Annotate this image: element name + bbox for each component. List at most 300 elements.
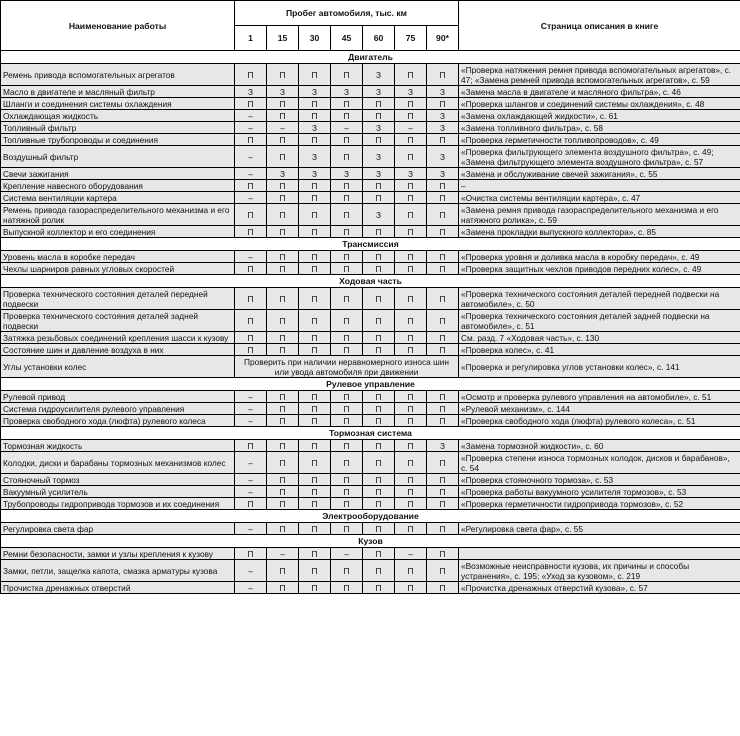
interval-value-cell: П: [363, 310, 395, 332]
table-row: [1, 548, 740, 560]
interval-value-cell: П: [427, 403, 459, 415]
interval-value-cell: П: [267, 110, 299, 122]
interval-value-cell: П: [363, 288, 395, 310]
interval-value-cell: П: [395, 64, 427, 86]
schedule-body: [1, 51, 740, 594]
section-title: Кузов: [1, 535, 740, 548]
work-name-cell: Регулировка света фар: [1, 523, 235, 535]
interval-value-cell: П: [299, 560, 331, 582]
interval-value-cell: П: [395, 560, 427, 582]
table-row: [1, 86, 740, 98]
table-row: [1, 344, 740, 356]
interval-value-cell: П: [299, 226, 331, 238]
page-reference-cell: [459, 548, 740, 560]
interval-value-cell: З: [267, 168, 299, 180]
interval-value-cell: П: [427, 263, 459, 275]
interval-value-cell: П: [363, 251, 395, 263]
table-row: [1, 204, 740, 226]
interval-value-cell: П: [267, 226, 299, 238]
interval-value-cell: П: [331, 180, 363, 192]
interval-value-cell: П: [267, 523, 299, 535]
interval-value-cell: П: [331, 192, 363, 204]
table-row: [1, 582, 740, 594]
mileage-column-header: 75: [395, 26, 427, 51]
inspection-note-cell: Проверить при наличии неравномерного износа шин или увода автомобиля при движении: [235, 356, 459, 378]
interval-value-cell: З: [395, 86, 427, 98]
interval-value-cell: П: [267, 486, 299, 498]
interval-value-cell: –: [235, 122, 267, 134]
interval-value-cell: –: [235, 523, 267, 535]
interval-value-cell: П: [267, 332, 299, 344]
interval-value-cell: П: [299, 110, 331, 122]
interval-value-cell: –: [235, 403, 267, 415]
page-reference-cell: «Замена прокладки выпускного коллектора», с. 85: [459, 226, 740, 238]
interval-value-cell: П: [395, 582, 427, 594]
interval-value-cell: З: [331, 168, 363, 180]
interval-value-cell: П: [363, 560, 395, 582]
page-reference-cell: «Проверка натяжения ремня привода вспомогательных агрегатов», с. 47; «Замена ремней привода вспомогательных агрегатов», с. 59: [459, 64, 740, 86]
interval-value-cell: З: [299, 168, 331, 180]
table-row: [1, 263, 740, 275]
interval-value-cell: П: [235, 226, 267, 238]
interval-value-cell: П: [235, 134, 267, 146]
interval-value-cell: П: [427, 134, 459, 146]
interval-value-cell: П: [427, 226, 459, 238]
interval-value-cell: П: [299, 403, 331, 415]
table-row: [1, 180, 740, 192]
page-reference-cell: «Замена топливного фильтра», с. 58: [459, 122, 740, 134]
page-reference-cell: «Рулевой механизм», с. 144: [459, 403, 740, 415]
interval-value-cell: П: [235, 310, 267, 332]
page-reference-cell: «Проверка шлангов и соединений системы охлаждения», с. 48: [459, 98, 740, 110]
page-reference-cell: «Проверка герметичности топливопроводов», с. 49: [459, 134, 740, 146]
interval-value-cell: П: [427, 474, 459, 486]
page-reference-cell: «Возможные неисправности кузова, их причины и способы устранения», с. 195; «Уход за кузовом», с. 219: [459, 560, 740, 582]
work-name-cell: Замки, петли, защелка капота, смазка арматуры кузова: [1, 560, 235, 582]
interval-value-cell: П: [395, 486, 427, 498]
interval-value-cell: П: [235, 288, 267, 310]
interval-value-cell: П: [267, 498, 299, 510]
table-row: [1, 498, 740, 510]
interval-value-cell: П: [267, 263, 299, 275]
section-title: Рулевое управление: [1, 378, 740, 391]
page-reference-cell: См. разд. 7 «Ходовая часть», с. 130: [459, 332, 740, 344]
interval-value-cell: П: [395, 110, 427, 122]
interval-value-cell: П: [427, 486, 459, 498]
interval-value-cell: П: [395, 403, 427, 415]
work-name-cell: Крепление навесного оборудования: [1, 180, 235, 192]
work-name-cell: Проверка свободного хода (люфта) рулевого колеса: [1, 415, 235, 427]
interval-value-cell: П: [299, 332, 331, 344]
interval-value-cell: –: [235, 560, 267, 582]
interval-value-cell: П: [331, 110, 363, 122]
table-row: [1, 452, 740, 474]
interval-value-cell: П: [395, 204, 427, 226]
page-reference-cell: «Проверка уровня и доливка масла в коробку передач», с. 49: [459, 251, 740, 263]
interval-value-cell: П: [331, 560, 363, 582]
work-name-cell: Выпускной коллектор и его соединения: [1, 226, 235, 238]
interval-value-cell: П: [363, 523, 395, 535]
work-name-cell: Прочистка дренажных отверстий: [1, 582, 235, 594]
interval-value-cell: П: [363, 180, 395, 192]
interval-value-cell: –: [235, 251, 267, 263]
interval-value-cell: З: [299, 146, 331, 168]
interval-value-cell: П: [235, 64, 267, 86]
work-name-cell: Уровень масла в коробке передач: [1, 251, 235, 263]
work-name-cell: Система гидроусилителя рулевого управления: [1, 403, 235, 415]
section-row: [1, 275, 740, 288]
work-name-cell: Тормозная жидкость: [1, 440, 235, 452]
interval-value-cell: П: [395, 98, 427, 110]
interval-value-cell: П: [395, 146, 427, 168]
table-row: [1, 332, 740, 344]
table-row: [1, 110, 740, 122]
interval-value-cell: П: [395, 332, 427, 344]
interval-value-cell: П: [363, 452, 395, 474]
interval-value-cell: П: [395, 226, 427, 238]
interval-value-cell: П: [427, 98, 459, 110]
interval-value-cell: П: [363, 110, 395, 122]
table-row: [1, 288, 740, 310]
table-row: [1, 523, 740, 535]
interval-value-cell: П: [331, 582, 363, 594]
interval-value-cell: П: [331, 204, 363, 226]
interval-value-cell: П: [267, 251, 299, 263]
interval-value-cell: П: [235, 180, 267, 192]
interval-value-cell: П: [395, 192, 427, 204]
interval-value-cell: П: [395, 415, 427, 427]
interval-value-cell: П: [427, 192, 459, 204]
interval-value-cell: П: [427, 498, 459, 510]
interval-value-cell: П: [331, 344, 363, 356]
interval-value-cell: П: [331, 263, 363, 275]
interval-value-cell: П: [235, 548, 267, 560]
interval-value-cell: П: [427, 180, 459, 192]
interval-value-cell: П: [427, 452, 459, 474]
work-name-cell: Чехлы шарниров равных угловых скоростей: [1, 263, 235, 275]
interval-value-cell: П: [299, 344, 331, 356]
page-reference-cell: «Проверка стояночного тормоза», с. 53: [459, 474, 740, 486]
interval-value-cell: –: [235, 391, 267, 403]
work-name-cell: Проверка технического состояния деталей передней подвески: [1, 288, 235, 310]
interval-value-cell: П: [235, 98, 267, 110]
page-reference-cell: «Осмотр и проверка рулевого управления на автомобиле», с. 51: [459, 391, 740, 403]
interval-value-cell: П: [299, 192, 331, 204]
interval-value-cell: З: [427, 168, 459, 180]
section-row: [1, 51, 740, 64]
interval-value-cell: П: [395, 263, 427, 275]
header-mileage: Пробег автомобиля, тыс. км: [235, 1, 459, 26]
section-row: [1, 427, 740, 440]
mileage-column-header: 90*: [427, 26, 459, 51]
mileage-column-header: 1: [235, 26, 267, 51]
interval-value-cell: П: [267, 192, 299, 204]
interval-value-cell: П: [267, 310, 299, 332]
table-row: [1, 356, 740, 378]
interval-value-cell: П: [395, 310, 427, 332]
interval-value-cell: П: [267, 288, 299, 310]
page-reference-cell: «Прочистка дренажных отверстий кузова», с. 57: [459, 582, 740, 594]
interval-value-cell: П: [267, 560, 299, 582]
table-row: [1, 226, 740, 238]
interval-value-cell: П: [299, 263, 331, 275]
interval-value-cell: П: [395, 452, 427, 474]
interval-value-cell: –: [235, 582, 267, 594]
mileage-column-header: 15: [267, 26, 299, 51]
interval-value-cell: П: [235, 204, 267, 226]
page-reference-cell: «Замена масла в двигателе и масляного фильтра», с. 46: [459, 86, 740, 98]
interval-value-cell: П: [267, 474, 299, 486]
interval-value-cell: П: [427, 391, 459, 403]
interval-value-cell: П: [235, 440, 267, 452]
page-reference-cell: «Замена охлаждающей жидкости», с. 61: [459, 110, 740, 122]
interval-value-cell: П: [331, 98, 363, 110]
interval-value-cell: П: [395, 391, 427, 403]
interval-value-cell: П: [427, 288, 459, 310]
table-row: [1, 122, 740, 134]
interval-value-cell: П: [427, 560, 459, 582]
page-reference-cell: –: [459, 180, 740, 192]
interval-value-cell: П: [427, 548, 459, 560]
interval-value-cell: З: [363, 86, 395, 98]
interval-value-cell: П: [427, 251, 459, 263]
work-name-cell: Шланги и соединения системы охлаждения: [1, 98, 235, 110]
interval-value-cell: –: [395, 122, 427, 134]
interval-value-cell: П: [395, 440, 427, 452]
interval-value-cell: З: [331, 86, 363, 98]
work-name-cell: Затяжка резьбовых соединений крепления шасси к кузову: [1, 332, 235, 344]
interval-value-cell: П: [299, 64, 331, 86]
interval-value-cell: П: [331, 391, 363, 403]
section-title: Двигатель: [1, 51, 740, 64]
interval-value-cell: П: [363, 332, 395, 344]
interval-value-cell: П: [331, 134, 363, 146]
interval-value-cell: П: [395, 498, 427, 510]
page-reference-cell: «Проверка герметичности гидропривода тормозов», с. 52: [459, 498, 740, 510]
interval-value-cell: П: [299, 486, 331, 498]
interval-value-cell: З: [427, 110, 459, 122]
table-row: [1, 486, 740, 498]
interval-value-cell: –: [267, 548, 299, 560]
page-reference-cell: «Регулировка света фар», с. 55: [459, 523, 740, 535]
section-row: [1, 510, 740, 523]
interval-value-cell: П: [299, 452, 331, 474]
page-reference-cell: «Проверка работы вакуумного усилителя тормозов», с. 53: [459, 486, 740, 498]
interval-value-cell: –: [395, 548, 427, 560]
work-name-cell: Рулевой привод: [1, 391, 235, 403]
interval-value-cell: П: [395, 134, 427, 146]
interval-value-cell: П: [363, 582, 395, 594]
table-row: [1, 192, 740, 204]
page-reference-cell: «Замена тормозной жидкости», с. 60: [459, 440, 740, 452]
table-row: [1, 440, 740, 452]
interval-value-cell: П: [363, 486, 395, 498]
page-reference-cell: «Проверка колес», с. 41: [459, 344, 740, 356]
work-name-cell: Свечи зажигания: [1, 168, 235, 180]
interval-value-cell: П: [363, 440, 395, 452]
interval-value-cell: П: [267, 452, 299, 474]
interval-value-cell: П: [363, 548, 395, 560]
table-row: [1, 415, 740, 427]
table-row: [1, 391, 740, 403]
interval-value-cell: З: [427, 146, 459, 168]
page-reference-cell: «Проверка защитных чехлов приводов передних колес», с. 49: [459, 263, 740, 275]
interval-value-cell: П: [299, 498, 331, 510]
interval-value-cell: П: [235, 344, 267, 356]
work-name-cell: Ремень привода вспомогательных агрегатов: [1, 64, 235, 86]
interval-value-cell: П: [235, 332, 267, 344]
section-title: Ходовая часть: [1, 275, 740, 288]
interval-value-cell: П: [331, 64, 363, 86]
table-row: [1, 134, 740, 146]
table-row: [1, 98, 740, 110]
work-name-cell: Проверка технического состояния деталей задней подвески: [1, 310, 235, 332]
interval-value-cell: П: [299, 180, 331, 192]
interval-value-cell: –: [235, 474, 267, 486]
interval-value-cell: П: [331, 310, 363, 332]
page-reference-cell: «Проверка свободного хода (люфта) рулевого колеса», с. 51: [459, 415, 740, 427]
interval-value-cell: П: [395, 474, 427, 486]
interval-value-cell: П: [427, 344, 459, 356]
interval-value-cell: П: [331, 146, 363, 168]
page-reference-cell: «Проверка степени износа тормозных колодок, дисков и барабанов», с. 54: [459, 452, 740, 474]
interval-value-cell: П: [267, 440, 299, 452]
interval-value-cell: З: [427, 122, 459, 134]
interval-value-cell: З: [427, 86, 459, 98]
interval-value-cell: П: [299, 582, 331, 594]
interval-value-cell: П: [299, 440, 331, 452]
interval-value-cell: З: [363, 204, 395, 226]
interval-value-cell: З: [395, 168, 427, 180]
page-reference-cell: «Проверка технического состояния деталей задней подвески на автомобиле», с. 51: [459, 310, 740, 332]
interval-value-cell: П: [331, 251, 363, 263]
interval-value-cell: П: [299, 288, 331, 310]
work-name-cell: Ремень привода газораспределительного механизма и его натяжной ролик: [1, 204, 235, 226]
section-title: Трансмиссия: [1, 238, 740, 251]
interval-value-cell: –: [235, 146, 267, 168]
work-name-cell: Топливные трубопроводы и соединения: [1, 134, 235, 146]
page-reference-cell: «Очистка системы вентиляции картера», с. 47: [459, 192, 740, 204]
interval-value-cell: З: [363, 64, 395, 86]
interval-value-cell: П: [299, 548, 331, 560]
interval-value-cell: –: [235, 192, 267, 204]
interval-value-cell: П: [235, 263, 267, 275]
interval-value-cell: –: [235, 110, 267, 122]
work-name-cell: Вакуумный усилитель: [1, 486, 235, 498]
interval-value-cell: П: [331, 486, 363, 498]
mileage-column-header: 45: [331, 26, 363, 51]
interval-value-cell: П: [267, 134, 299, 146]
interval-value-cell: –: [235, 452, 267, 474]
interval-value-cell: П: [331, 415, 363, 427]
interval-value-cell: П: [267, 180, 299, 192]
interval-value-cell: З: [235, 86, 267, 98]
table-row: [1, 64, 740, 86]
interval-value-cell: П: [299, 523, 331, 535]
interval-value-cell: П: [331, 403, 363, 415]
header-work-name: Наименование работы: [1, 1, 235, 51]
interval-value-cell: П: [363, 415, 395, 427]
table-row: [1, 403, 740, 415]
interval-value-cell: П: [363, 192, 395, 204]
interval-value-cell: П: [299, 415, 331, 427]
interval-value-cell: П: [331, 452, 363, 474]
interval-value-cell: П: [395, 523, 427, 535]
interval-value-cell: П: [299, 474, 331, 486]
interval-value-cell: З: [363, 168, 395, 180]
interval-value-cell: З: [363, 122, 395, 134]
page-reference-cell: «Замена и обслуживание свечей зажигания», с. 55: [459, 168, 740, 180]
interval-value-cell: П: [363, 391, 395, 403]
interval-value-cell: П: [267, 403, 299, 415]
interval-value-cell: –: [331, 548, 363, 560]
interval-value-cell: П: [299, 98, 331, 110]
interval-value-cell: З: [427, 440, 459, 452]
interval-value-cell: П: [427, 310, 459, 332]
work-name-cell: Состояние шин и давление воздуха в них: [1, 344, 235, 356]
interval-value-cell: П: [331, 523, 363, 535]
interval-value-cell: П: [267, 582, 299, 594]
interval-value-cell: З: [299, 122, 331, 134]
interval-value-cell: –: [267, 122, 299, 134]
table-row: [1, 168, 740, 180]
interval-value-cell: П: [363, 134, 395, 146]
interval-value-cell: П: [427, 64, 459, 86]
interval-value-cell: П: [395, 344, 427, 356]
interval-value-cell: П: [267, 64, 299, 86]
work-name-cell: Система вентиляции картера: [1, 192, 235, 204]
interval-value-cell: П: [427, 332, 459, 344]
interval-value-cell: З: [267, 86, 299, 98]
interval-value-cell: П: [267, 204, 299, 226]
table-row: [1, 474, 740, 486]
interval-value-cell: П: [427, 204, 459, 226]
work-name-cell: Ремни безопасности, замки и узлы крепления к кузову: [1, 548, 235, 560]
interval-value-cell: П: [395, 180, 427, 192]
header-page-reference: Страница описания в книге: [459, 1, 740, 51]
section-title: Тормозная система: [1, 427, 740, 440]
work-name-cell: Стояночный тормоз: [1, 474, 235, 486]
work-name-cell: Трубопроводы гидропривода тормозов и их соединения: [1, 498, 235, 510]
interval-value-cell: П: [427, 523, 459, 535]
interval-value-cell: П: [267, 98, 299, 110]
work-name-cell: Воздушный фильтр: [1, 146, 235, 168]
interval-value-cell: П: [299, 204, 331, 226]
interval-value-cell: П: [395, 251, 427, 263]
interval-value-cell: П: [395, 288, 427, 310]
interval-value-cell: –: [235, 168, 267, 180]
interval-value-cell: –: [235, 415, 267, 427]
interval-value-cell: П: [331, 498, 363, 510]
section-row: [1, 238, 740, 251]
interval-value-cell: –: [331, 122, 363, 134]
interval-value-cell: П: [299, 310, 331, 332]
work-name-cell: Углы установки колес: [1, 356, 235, 378]
work-name-cell: Колодки, диски и барабаны тормозных механизмов колес: [1, 452, 235, 474]
interval-value-cell: П: [299, 134, 331, 146]
interval-value-cell: П: [299, 251, 331, 263]
interval-value-cell: П: [363, 226, 395, 238]
section-title: Электрооборудование: [1, 510, 740, 523]
mileage-column-header: 30: [299, 26, 331, 51]
interval-value-cell: П: [363, 344, 395, 356]
interval-value-cell: П: [331, 288, 363, 310]
interval-value-cell: П: [331, 332, 363, 344]
page-reference-cell: «Проверка технического состояния деталей передней подвески на автомобиле», с. 50: [459, 288, 740, 310]
section-row: [1, 378, 740, 391]
section-row: [1, 535, 740, 548]
interval-value-cell: П: [299, 391, 331, 403]
